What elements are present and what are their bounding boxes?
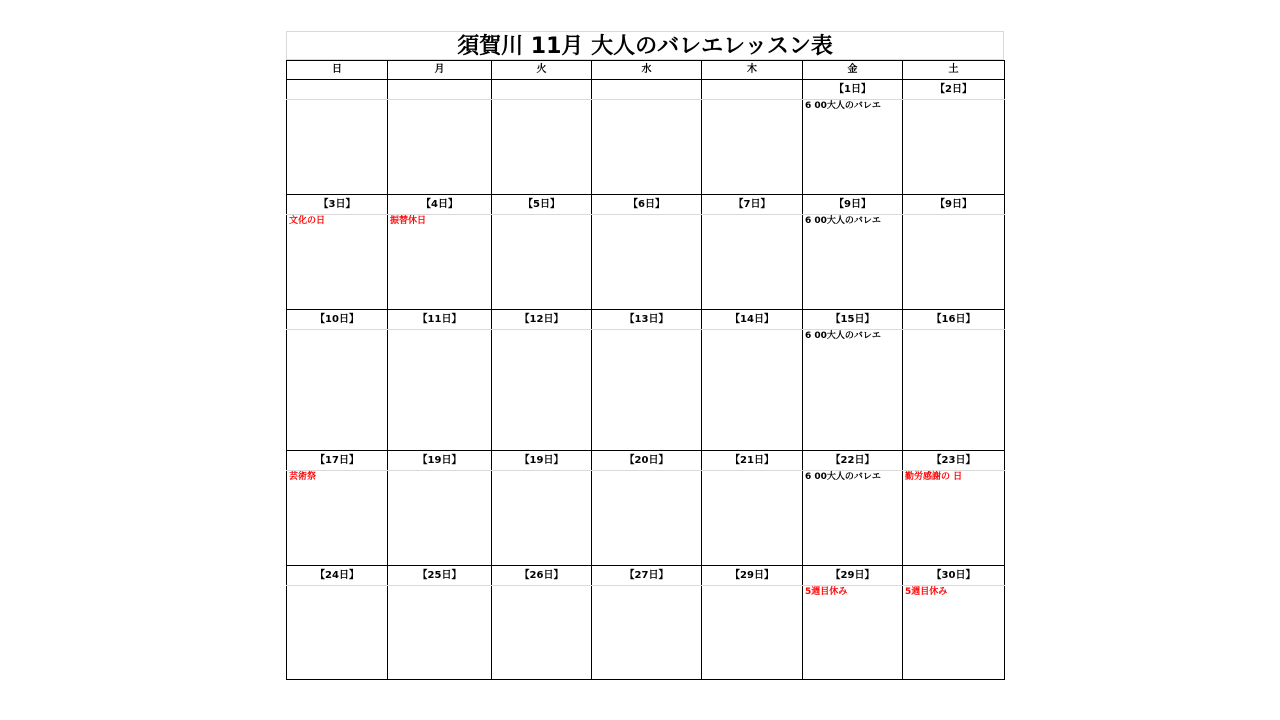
week-1-note-row [287,100,1005,195]
week-3-note-row [287,330,1005,451]
date-cell [492,80,592,100]
note-cell [592,100,702,195]
note-cell [287,586,388,680]
note-cell [388,330,492,451]
note-cell: 文化の日 [287,215,388,310]
note-cell [903,215,1005,310]
week-3-date-row [287,310,1005,330]
note-cell [492,330,592,451]
weekday-wed: 水 [592,61,702,80]
date-cell [287,80,388,100]
note-cell [702,100,803,195]
note-cell: 5週目休み [903,586,1005,680]
note-cell [903,100,1005,195]
date-cell: 【19日】 [492,451,592,471]
weekday-tue: 火 [492,61,592,80]
week-4-date-row [287,451,1005,471]
date-cell: 【21日】 [702,451,803,471]
date-cell: 【17日】 [287,451,388,471]
week-5-note-row [287,586,1005,680]
weekday-thu: 木 [702,61,803,80]
week-4-note-row [287,471,1005,566]
date-cell: 【11日】 [388,310,492,330]
note-cell [492,586,592,680]
date-cell: 【5日】 [492,195,592,215]
note-cell [702,471,803,566]
weekday-sat: 土 [903,61,1005,80]
date-cell: 【30日】 [903,566,1005,586]
note-cell [903,330,1005,451]
weekday-sun: 日 [287,61,388,80]
date-cell [592,80,702,100]
date-cell: 【16日】 [903,310,1005,330]
note-cell [592,586,702,680]
note-cell [492,100,592,195]
note-cell: 勤労感謝の 日 [903,471,1005,566]
date-cell: 【10日】 [287,310,388,330]
date-cell: 【12日】 [492,310,592,330]
date-cell: 【9日】 [903,195,1005,215]
date-cell: 【23日】 [903,451,1005,471]
note-cell [592,215,702,310]
calendar-sheet [286,31,1004,680]
date-cell: 【22日】 [803,451,903,471]
week-1-date-row [287,80,1005,100]
note-cell [388,100,492,195]
week-2-date-row [287,195,1005,215]
note-cell [702,586,803,680]
date-cell: 【3日】 [287,195,388,215]
note-cell [492,471,592,566]
note-cell [492,215,592,310]
note-cell: 5週目休み [803,586,903,680]
note-cell: 6 00大人のバレエ [803,471,903,566]
note-cell: 6 00大人のバレエ [803,330,903,451]
date-cell: 【29日】 [803,566,903,586]
week-5-date-row [287,566,1005,586]
date-cell: 【14日】 [702,310,803,330]
date-cell: 【13日】 [592,310,702,330]
date-cell: 【7日】 [702,195,803,215]
weekday-fri: 金 [803,61,903,80]
note-cell [702,215,803,310]
page-title: 須賀川 11月 大人のバレエレッスン表 [286,31,1004,60]
calendar-table [286,60,1005,680]
date-cell: 【20日】 [592,451,702,471]
date-cell: 【15日】 [803,310,903,330]
weekday-mon: 月 [388,61,492,80]
date-cell [388,80,492,100]
note-cell [388,471,492,566]
date-cell: 【4日】 [388,195,492,215]
date-cell: 【24日】 [287,566,388,586]
note-cell [592,471,702,566]
date-cell: 【19日】 [388,451,492,471]
note-cell: 6 00大人のバレエ [803,100,903,195]
date-cell: 【2日】 [903,80,1005,100]
date-cell: 【27日】 [592,566,702,586]
note-cell: 芸術祭 [287,471,388,566]
date-cell: 【26日】 [492,566,592,586]
note-cell [702,330,803,451]
note-cell [388,586,492,680]
date-cell [702,80,803,100]
date-cell: 【25日】 [388,566,492,586]
note-cell: 振替休日 [388,215,492,310]
date-cell: 【6日】 [592,195,702,215]
note-cell: 6 00大人のバレエ [803,215,903,310]
note-cell [592,330,702,451]
week-2-note-row [287,215,1005,310]
date-cell: 【1日】 [803,80,903,100]
note-cell [287,330,388,451]
date-cell: 【9日】 [803,195,903,215]
note-cell [287,100,388,195]
date-cell: 【29日】 [702,566,803,586]
weekday-header-row [287,61,1005,80]
